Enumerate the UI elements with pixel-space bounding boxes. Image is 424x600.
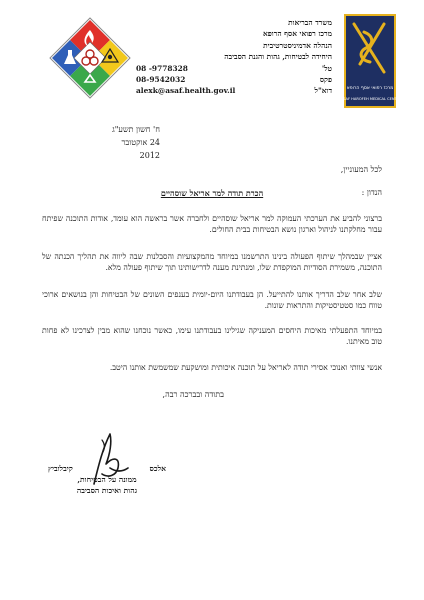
hospital-logo (338, 14, 402, 108)
subject-text: הכרת תודה למר אריאל שוסהיים (160, 188, 264, 198)
signatory-name (48, 463, 166, 474)
hebrew-date: ח' חשון תשע"ג (112, 125, 160, 134)
subject-label: הנדון : (361, 188, 382, 197)
email-address: alexk@asaf.health.gov.il (136, 86, 236, 96)
subject-line (42, 188, 382, 198)
letterhead (136, 17, 332, 97)
letter-date (100, 123, 160, 162)
logo-hebrew-name: מרכז רפואי אסף הרופא (346, 86, 394, 91)
salutation: לכל המעוניין, (340, 165, 382, 174)
signatory-first-name: אלכס (149, 464, 166, 473)
fax-line (136, 74, 332, 85)
department-name: הנהלה אדמיניסטרטיבית (263, 40, 332, 50)
logo-english-name: ASSAF HAROFEH MEDICAL CENTER (338, 97, 402, 101)
signatory-last-name: קיבלוביץ (48, 464, 73, 473)
phone-number: 08 -9778328 (136, 63, 188, 73)
unit-name: היחידה לבטיחות, גהות והגנת הסביבה (224, 52, 332, 62)
body-paragraph: אנשי צוותי ואנוכי אסירי תודה לאריאל על תוכנה איכותית ומושקעת שמשמשת אותנו היטב. (109, 363, 382, 372)
signature-block (48, 463, 166, 496)
hospital-name: מרכז רפואי אסף הרופא (263, 29, 332, 39)
body-paragraph: ברצוני להביע את הערכתי העמוקה למר אריאל שוסהיים ולחברה אשר בראשה הוא עומד, אודות התוכנה שפיתח עבור מחלקתנו לניהול וארגון נושא הבטיחות בבית החולים. (42, 214, 382, 235)
email-label: דוא"ל (314, 86, 332, 96)
email-line (136, 85, 332, 96)
body-paragraph: אציין שבמהלך שיתוף הפעולה בינינו התרשמנו במיוחד מהמקצועיות והסבלנות שבה ליווה את תהליך הכנתה של התוכנה, משמירת הסודיות המוקפדת שלו, ומנתינת מענה לדרישותינו תוך שיתוף פעולה מלא. (42, 252, 382, 273)
safety-unit-logo (48, 16, 132, 100)
gregorian-date: 24 אוקטובר 2012 (121, 138, 160, 160)
signatory-title-2: גהות ואיכות הסביבה (76, 486, 138, 495)
body-paragraph: במיוחד התפעלתי מאיכות היחסים המעניקה שגילינו בעבודתנו עימו, כאשר נוכחנו שהוא מבין לצרכינו לא פחות טוב מאיתנו. (42, 326, 382, 347)
phone-line (136, 63, 332, 74)
ministry-name: משרד הבריאות (288, 18, 332, 27)
fax-number: 08-9542032 (136, 75, 186, 85)
body-paragraph: שלב אחר שלב הדריך אותנו להתייעל. הן בעבודתנו היום-יומית בענפים השונים של הבטיחות והן בנושאים ארוכי טווח כמו סטטיסטיקות והתראות שונות. (42, 290, 382, 311)
signatory-title-1: ממונה על הבטיחות, (77, 475, 137, 484)
closing-line: בתודה ובברכה רבה, (162, 390, 224, 399)
phone-label: טל' (321, 63, 332, 73)
fax-label: פקס (319, 75, 332, 85)
